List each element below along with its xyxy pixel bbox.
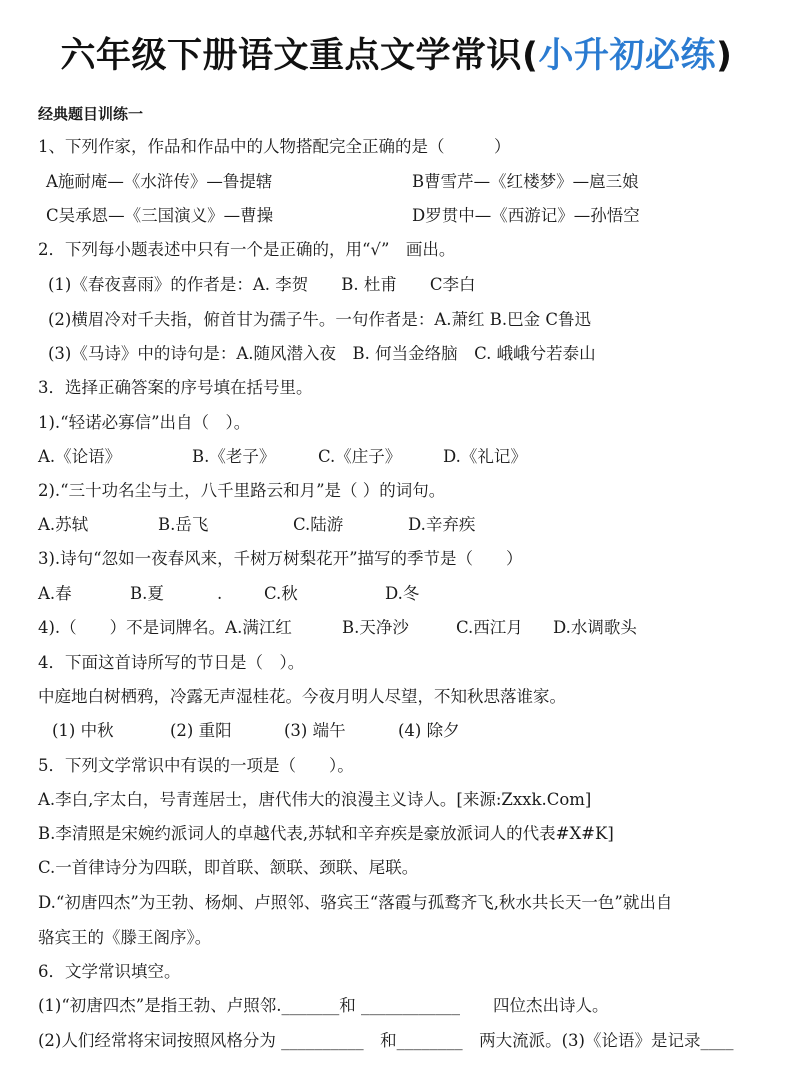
q6-line-2: (2)人们经常将宋词按照风格分为 __________ 和________ 两大流派。(3)《论语》是记录____	[38, 1031, 734, 1050]
q3-part2-option-d: D.辛弃疾	[408, 515, 476, 534]
q3-part3-stem: 3).诗句“忽如一夜春风来，千树万树梨花开”描写的季节是（ ）	[38, 549, 523, 568]
q1-option-d: D罗贯中—《西游记》—孙悟空	[412, 206, 640, 225]
q3-part4-option-c: C.西江月	[456, 618, 523, 637]
q3-part4-stem: 4).（ ）不是词牌名。A.满江红	[38, 618, 292, 637]
q3-part1-stem: 1).“轻诺必寡信”出自（ ）。	[38, 413, 251, 432]
q5-option-d-line2: 骆宾王的《滕王阁序》。	[38, 928, 212, 947]
q5-option-a: A.李白,字太白，号青莲居士，唐代伟大的浪漫主义诗人。[来源:Zxxk.Com]	[38, 790, 592, 809]
q6-stem: 6．文学常识填空。	[38, 962, 181, 981]
q5-option-b: B.李清照是宋婉约派词人的卓越代表,苏轼和辛弃疾是豪放派词人的代表#X#K]	[38, 824, 614, 843]
q2-stem: 2．下列每小题表述中只有一个是正确的，用“√” 画出。	[38, 240, 456, 259]
title-open-paren: (	[522, 36, 539, 76]
q3-stem: 3．选择正确答案的序号填在括号里。	[38, 378, 313, 397]
q3-part1-option-c: C.《庄子》	[318, 447, 402, 466]
q3-part3-dot: .	[217, 584, 223, 603]
q3-part3-option-c: C.秋	[264, 584, 298, 603]
q4-option-3: (3) 端午	[284, 721, 346, 740]
q3-part3-option-a: A.春	[38, 584, 72, 603]
title-highlight: 小升初必练	[538, 36, 717, 76]
q4-option-2: (2) 重阳	[170, 721, 232, 740]
q2-sub-1: (1)《春夜喜雨》的作者是：A. 李贺 B. 杜甫 C李白	[48, 275, 476, 294]
q4-option-1: (1) 中秋	[52, 721, 114, 740]
title-main: 六年级下册语文重点文学常识	[60, 36, 522, 76]
q3-part2-option-b: B.岳飞	[158, 515, 209, 534]
q5-option-c: C.一首律诗分为四联，即首联、颔联、颈联、尾联。	[38, 858, 419, 877]
q3-part2-option-a: A.苏轼	[38, 515, 89, 534]
section-label: 经典题目训练一	[38, 105, 144, 123]
q4-option-4: (4) 除夕	[398, 721, 460, 740]
q3-part1-option-b: B.《老子》	[192, 447, 276, 466]
q3-part3-option-b: B.夏	[130, 584, 164, 603]
q3-part3-option-d: D.冬	[385, 584, 420, 603]
title-close-paren: )	[716, 36, 733, 76]
q6-line-1: (1)“初唐四杰”是指王勃、卢照邻._______和 ____________ 四位杰出诗人。	[38, 996, 609, 1015]
q3-part1-option-d: D.《礼记》	[443, 447, 527, 466]
q1-option-b: B曹雪芹—《红楼梦》—扈三娘	[412, 172, 639, 191]
q1-option-c: C吴承恩—《三国演义》—曹操	[46, 206, 274, 225]
q3-part1-option-a: A.《论语》	[38, 447, 122, 466]
q3-part4-option-d: D.水调歌头	[553, 618, 637, 637]
q4-poem: 中庭地白树栖鸦，冷露无声湿桂花。今夜月明人尽望，不知秋思落谁家。	[38, 687, 566, 706]
q3-part2-stem: 2).“三十功名尘与土，八千里路云和月”是（ ）的词句。	[38, 481, 446, 500]
q3-part2-option-c: C.陆游	[293, 515, 344, 534]
q5-option-d-line1: D.“初唐四杰”为王勃、杨炯、卢照邻、骆宾王“落霞与孤鹜齐飞,秋水共长天一色”就出自	[38, 893, 673, 912]
q1-stem: 1、下列作家，作品和作品中的人物搭配完全正确的是（ ）	[38, 137, 511, 156]
page-title	[0, 28, 793, 78]
q2-sub-2: (2)横眉冷对千夫指，俯首甘为孺子牛。一句作者是：A.萧红 B.巴金 C鲁迅	[48, 310, 592, 329]
q2-sub-3: (3)《马诗》中的诗句是：A.随风潜入夜 B. 何当金络脑 C. 峨峨兮若泰山	[48, 344, 596, 363]
q3-part4-option-b: B.天净沙	[342, 618, 409, 637]
q1-option-a: A施耐庵—《水浒传》—鲁提辖	[46, 172, 273, 191]
q5-stem: 5．下列文学常识中有误的一项是（ ）。	[38, 756, 354, 775]
q4-stem: 4．下面这首诗所写的节日是（ ）。	[38, 653, 305, 672]
